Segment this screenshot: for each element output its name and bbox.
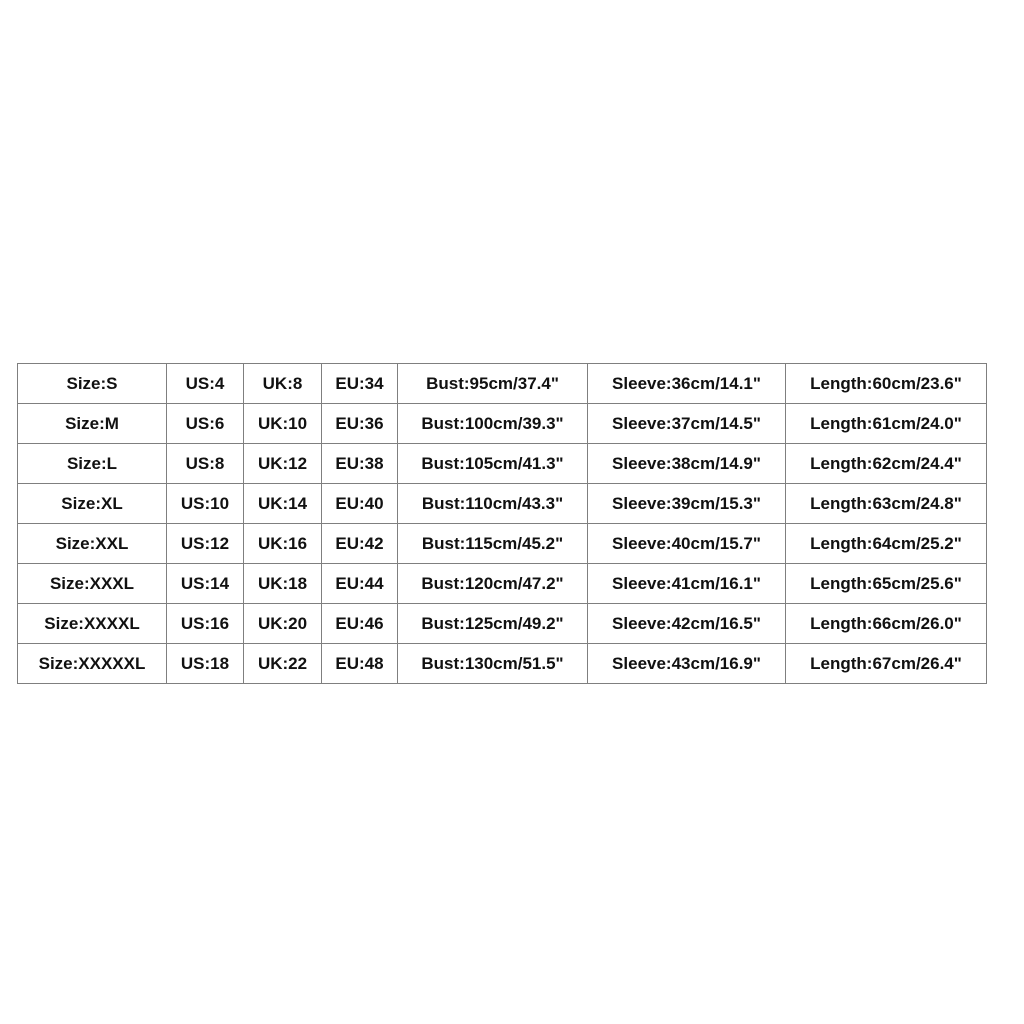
uk-size-cell: UK:8 bbox=[244, 364, 322, 404]
bust-cell: Bust:95cm/37.4" bbox=[398, 364, 588, 404]
sleeve-cell: Sleeve:37cm/14.5" bbox=[588, 404, 786, 444]
bust-cell: Bust:125cm/49.2" bbox=[398, 604, 588, 644]
us-size-cell: US:4 bbox=[167, 364, 244, 404]
eu-size-cell: EU:44 bbox=[322, 564, 398, 604]
size-cell: Size:XXXXXL bbox=[18, 644, 167, 684]
sleeve-cell: Sleeve:39cm/15.3" bbox=[588, 484, 786, 524]
uk-size-cell: UK:18 bbox=[244, 564, 322, 604]
length-cell: Length:60cm/23.6" bbox=[786, 364, 987, 404]
length-cell: Length:62cm/24.4" bbox=[786, 444, 987, 484]
size-cell: Size:L bbox=[18, 444, 167, 484]
eu-size-cell: EU:36 bbox=[322, 404, 398, 444]
sleeve-cell: Sleeve:38cm/14.9" bbox=[588, 444, 786, 484]
uk-size-cell: UK:22 bbox=[244, 644, 322, 684]
eu-size-cell: EU:42 bbox=[322, 524, 398, 564]
size-cell: Size:XXL bbox=[18, 524, 167, 564]
uk-size-cell: UK:12 bbox=[244, 444, 322, 484]
length-cell: Length:65cm/25.6" bbox=[786, 564, 987, 604]
length-cell: Length:61cm/24.0" bbox=[786, 404, 987, 444]
eu-size-cell: EU:46 bbox=[322, 604, 398, 644]
bust-cell: Bust:110cm/43.3" bbox=[398, 484, 588, 524]
sleeve-cell: Sleeve:43cm/16.9" bbox=[588, 644, 786, 684]
bust-cell: Bust:120cm/47.2" bbox=[398, 564, 588, 604]
us-size-cell: US:10 bbox=[167, 484, 244, 524]
table-row bbox=[18, 484, 987, 524]
us-size-cell: US:18 bbox=[167, 644, 244, 684]
us-size-cell: US:16 bbox=[167, 604, 244, 644]
sleeve-cell: Sleeve:41cm/16.1" bbox=[588, 564, 786, 604]
table-row bbox=[18, 604, 987, 644]
size-cell: Size:S bbox=[18, 364, 167, 404]
uk-size-cell: UK:20 bbox=[244, 604, 322, 644]
table-row bbox=[18, 404, 987, 444]
length-cell: Length:67cm/26.4" bbox=[786, 644, 987, 684]
bust-cell: Bust:105cm/41.3" bbox=[398, 444, 588, 484]
size-cell: Size:XL bbox=[18, 484, 167, 524]
size-cell: Size:XXXXL bbox=[18, 604, 167, 644]
size-cell: Size:M bbox=[18, 404, 167, 444]
bust-cell: Bust:100cm/39.3" bbox=[398, 404, 588, 444]
uk-size-cell: UK:14 bbox=[244, 484, 322, 524]
table-row bbox=[18, 564, 987, 604]
length-cell: Length:66cm/26.0" bbox=[786, 604, 987, 644]
bust-cell: Bust:130cm/51.5" bbox=[398, 644, 588, 684]
sleeve-cell: Sleeve:40cm/15.7" bbox=[588, 524, 786, 564]
table-row bbox=[18, 444, 987, 484]
table-row bbox=[18, 364, 987, 404]
us-size-cell: US:14 bbox=[167, 564, 244, 604]
uk-size-cell: UK:10 bbox=[244, 404, 322, 444]
size-chart-table bbox=[17, 363, 987, 684]
length-cell: Length:63cm/24.8" bbox=[786, 484, 987, 524]
us-size-cell: US:12 bbox=[167, 524, 244, 564]
eu-size-cell: EU:34 bbox=[322, 364, 398, 404]
sleeve-cell: Sleeve:36cm/14.1" bbox=[588, 364, 786, 404]
table-row bbox=[18, 524, 987, 564]
uk-size-cell: UK:16 bbox=[244, 524, 322, 564]
us-size-cell: US:8 bbox=[167, 444, 244, 484]
eu-size-cell: EU:48 bbox=[322, 644, 398, 684]
us-size-cell: US:6 bbox=[167, 404, 244, 444]
size-cell: Size:XXXL bbox=[18, 564, 167, 604]
sleeve-cell: Sleeve:42cm/16.5" bbox=[588, 604, 786, 644]
length-cell: Length:64cm/25.2" bbox=[786, 524, 987, 564]
eu-size-cell: EU:40 bbox=[322, 484, 398, 524]
table-row bbox=[18, 644, 987, 684]
eu-size-cell: EU:38 bbox=[322, 444, 398, 484]
bust-cell: Bust:115cm/45.2" bbox=[398, 524, 588, 564]
